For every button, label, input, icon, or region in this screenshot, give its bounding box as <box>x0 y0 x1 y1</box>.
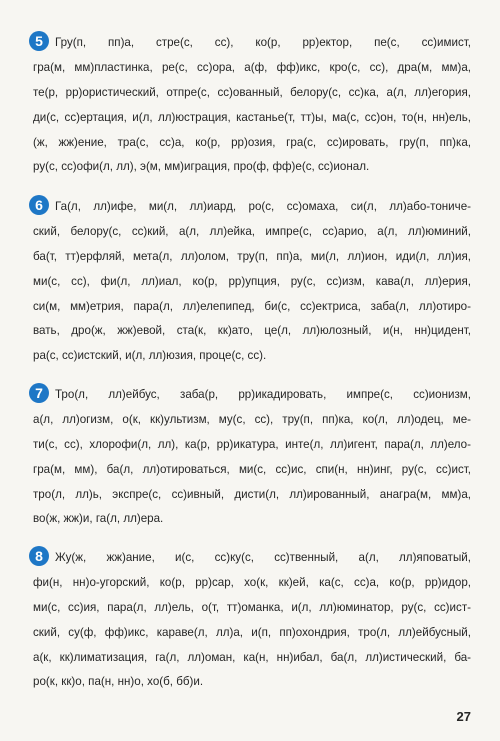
exercise-line: ди(с, сс)ертация, и(л, лл)юстрация, кастанье(т, тт)ы, ма(с, сс)он, то(н, нн)ель, <box>33 110 471 124</box>
exercise-line: Га(л, лл)ифе, ми(л, лл)иард, ро(с, сс)омаха, си(л, лл)або-тониче- <box>55 200 471 213</box>
exercise-line: фи(н, нн)о-угорский, ко(р, рр)сар, хо(к, кк)ей, ка(с, сс)а, ко(р, рр)идор, <box>33 575 471 589</box>
exercise-number-badge: 5 <box>29 31 49 51</box>
exercise-line: гра(м, мм)пластинка, ре(с, сс)ора, а(ф, фф)икс, кро(с, сс), дра(м, мм)а, <box>33 60 471 74</box>
exercise-number-badge: 8 <box>29 546 49 566</box>
exercise-line: си(м, мм)етрия, пара(л, лл)елепипед, би(с, сс)ектриса, заба(л, лл)отиро- <box>33 299 471 313</box>
exercise-line: ми(с, сс), фи(л, лл)иал, ко(р, рр)упция, ру(с, сс)изм, кава(л, лл)ерия, <box>33 274 471 288</box>
exercise-line: во(ж, жж)и, га(л, лл)ера. <box>33 512 164 526</box>
exercise-line: а(л, лл)огизм, о(к, кк)ультизм, му(с, сс), тру(п, пп)ка, ко(л, лл)одец, ме- <box>33 412 471 426</box>
exercise-number-badge: 6 <box>29 195 49 215</box>
exercise-line: гра(м, мм), ба(л, лл)отироваться, ми(с, сс)ис, спи(н, нн)инг, ру(с, сс)ист, <box>33 462 471 476</box>
exercise-6 <box>33 195 471 369</box>
exercise-line: а(к, кк)лиматизация, га(л, лл)оман, ка(н, нн)ибал, ба(л, лл)истический, ба- <box>33 650 471 664</box>
page-number: 27 <box>456 709 471 724</box>
exercise-line: Гру(п, пп)а, стре(с, сс), ко(р, рр)ектор, пе(с, сс)имист, <box>55 36 471 49</box>
exercise-line: ский, белору(с, сс)кий, а(л, лл)ейка, импре(с, сс)арио, а(л, лл)юминий, <box>33 224 471 238</box>
exercise-line: ти(с, сс), хлорофи(л, лл), ка(р, рр)икатура, инте(л, лл)игент, пара(л, лл)ело- <box>33 437 471 451</box>
exercise-5 <box>33 31 471 180</box>
exercise-line: ми(с, сс)ия, пара(л, лл)ель, о(т, тт)оманка, и(л, лл)юминатор, ру(с, сс)ист- <box>33 600 471 614</box>
exercise-line: ру(с, сс)офи(л, лл), э(м, мм)играция, про(ф, фф)е(с, сс)ионал. <box>33 160 370 174</box>
exercise-number-badge: 7 <box>29 383 49 403</box>
exercise-8 <box>33 546 471 695</box>
exercise-line: ра(с, сс)истский, и(л, лл)юзия, проце(с, сс). <box>33 349 267 363</box>
exercise-line: тро(л, лл)ь, экспре(с, сс)ивный, дисти(л, лл)ированный, анагра(м, мм)а, <box>33 487 471 501</box>
exercise-line: Жу(ж, жж)ание, и(с, сс)ку(с, сс)твенный, а(л, лл)яповатый, <box>55 551 471 564</box>
exercise-line: вать, дро(ж, жж)евой, ста(к, кк)ато, це(л, лл)юлозный, и(н, нн)цидент, <box>33 324 471 338</box>
exercise-line: ба(т, тт)ерфляй, мета(л, лл)олом, тру(п, пп)а, ми(л, лл)ион, иди(л, лл)ия, <box>33 249 471 263</box>
exercise-line: ский, су(ф, фф)икс, караве(л, лл)а, и(п, пп)охондрия, тро(л, лл)ейбусный, <box>33 625 471 639</box>
exercise-line: Тро(л, лл)ейбус, заба(р, рр)икадировать, импре(с, сс)ионизм, <box>55 388 471 401</box>
exercise-7 <box>33 383 471 532</box>
exercise-line: ро(к, кк)о, па(н, нн)о, хо(б, бб)и. <box>33 675 204 689</box>
exercise-line: те(р, рр)ористический, отпре(с, сс)ованный, белору(с, сс)ка, а(л, лл)егория, <box>33 85 471 99</box>
exercise-line: (ж, жж)ение, тра(с, сс)а, ко(р, рр)озия, гра(с, сс)ировать, гру(п, пп)ка, <box>33 135 471 149</box>
